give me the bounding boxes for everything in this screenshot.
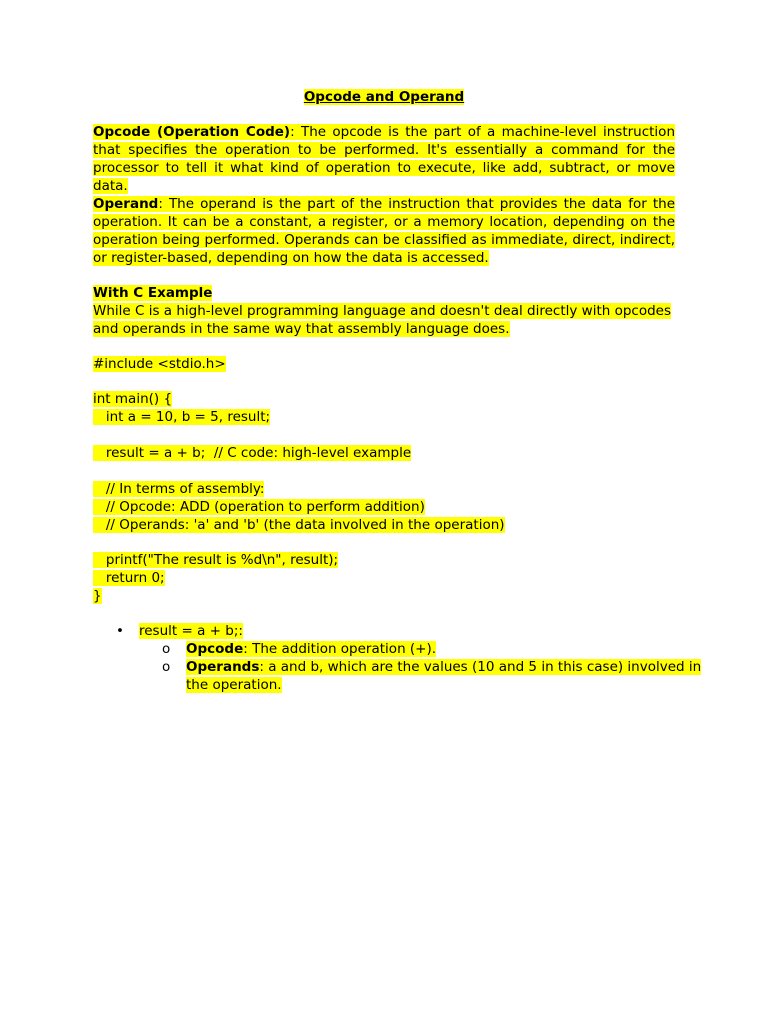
code-line-comment3: // Operands: 'a' and 'b' (the data involved in the operation) xyxy=(93,517,505,533)
code-include xyxy=(93,355,675,373)
code-line-include: #include <stdio.h> xyxy=(93,356,226,372)
operand-text: : The operand is the part of the instruction that provides the data for the operation. It can be a constant, a register, or a memory location, depending on the operation being performed. Operands can be classified as immediate, direct, indirect, or register-based, depending on how the data is accessed. xyxy=(93,196,675,266)
code-line-decl: int a = 10, b = 5, result; xyxy=(93,409,271,425)
code-line-close: } xyxy=(93,588,102,604)
sub-bullet-opcode-text: : The addition operation (+). xyxy=(243,641,437,657)
code-block-main xyxy=(93,390,675,426)
operand-definition xyxy=(93,195,675,267)
opcode-definition xyxy=(93,123,675,195)
sub-bullet-operands-text-cont: the operation. xyxy=(186,677,282,693)
sub-bullet-opcode-term: Opcode xyxy=(186,641,244,657)
code-line-main: int main() { xyxy=(93,391,173,407)
bullet-marker: • xyxy=(116,623,124,639)
c-example-intro: While C is a high-level programming language and doesn't deal directly with opcodes and operands in the same way that assembly language does. xyxy=(93,303,672,337)
code-line-comment1: // In terms of assembly: xyxy=(93,481,265,497)
title-text: Opcode and Operand xyxy=(303,89,465,105)
c-example-section xyxy=(93,284,675,338)
code-line-comment2: // Opcode: ADD (operation to perform addition) xyxy=(93,499,425,515)
code-block-end xyxy=(93,551,675,605)
c-example-heading: With C Example xyxy=(93,285,213,301)
code-line-printf: printf("The result is %d\n", result); xyxy=(93,552,339,568)
code-line-return: return 0; xyxy=(93,570,165,586)
sub-bullet-marker-opcode: o xyxy=(162,641,171,657)
sub-bullet-opcode xyxy=(186,640,436,658)
page-title xyxy=(0,88,768,106)
code-block-assign xyxy=(93,444,675,462)
sub-bullet-operands-term: Operands xyxy=(186,659,260,675)
opcode-text: : The opcode is the part of a machine-level instruction that specifies the operation to be performed. It's essentially a command for the processor to tell it what kind of operation to execute, like add, subtract, or move data. xyxy=(93,124,675,194)
bullet-main xyxy=(139,622,243,640)
operand-term: Operand xyxy=(93,196,159,212)
code-block-comments xyxy=(93,480,675,534)
sub-bullet-operands xyxy=(186,658,702,694)
bullet-main-text: result = a + b;: xyxy=(139,623,243,639)
sub-bullet-marker-operands: o xyxy=(162,659,171,675)
opcode-term: Opcode (Operation Code) xyxy=(93,124,291,140)
code-line-assign: result = a + b; // C code: high-level example xyxy=(93,445,412,461)
sub-bullet-operands-text: : a and b, which are the values (10 and 5 in this case) involved in xyxy=(259,659,702,675)
